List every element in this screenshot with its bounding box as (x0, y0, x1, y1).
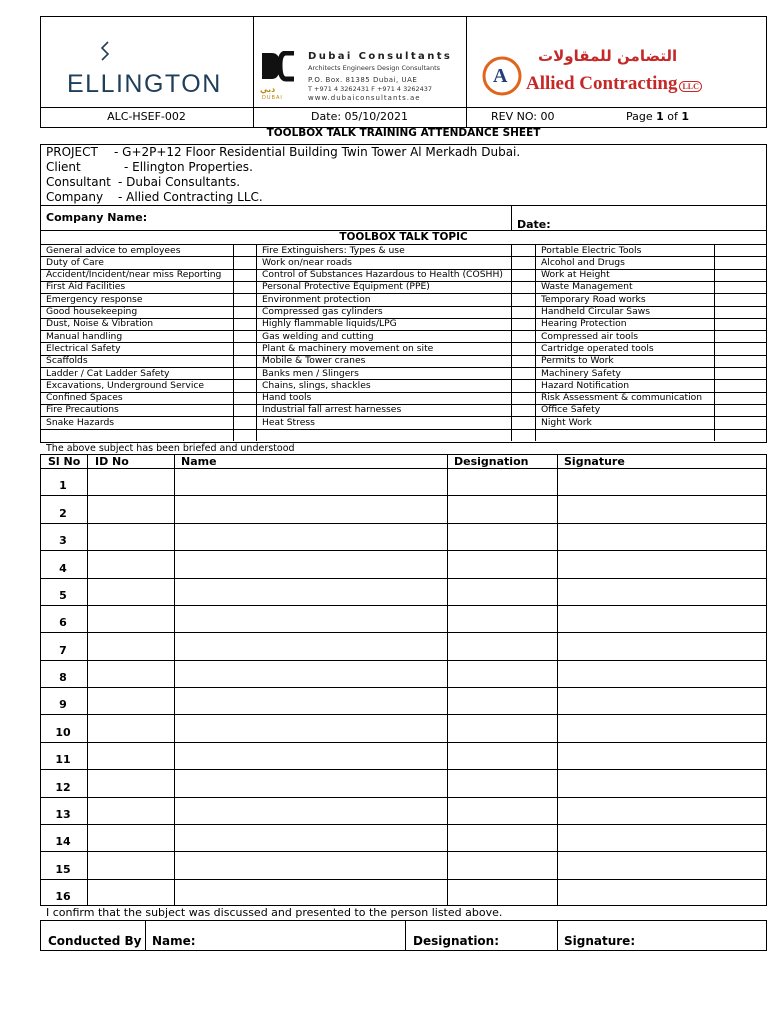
topic-checkbox[interactable] (512, 380, 535, 390)
topic-item: Cartridge operated tools (541, 342, 654, 354)
client-value: - Ellington Properties. (124, 160, 253, 174)
footer-signature-label: Signature: (564, 934, 636, 948)
signature-input[interactable] (558, 633, 766, 658)
topic-checkbox[interactable] (512, 417, 535, 427)
topic-checkbox[interactable] (715, 417, 767, 427)
col-header-designation: Designation (454, 455, 529, 468)
name-input[interactable] (175, 579, 446, 604)
topic-checkbox[interactable] (512, 282, 535, 292)
col-header-slno: Sl No (48, 455, 81, 468)
topic-checkbox[interactable] (715, 270, 767, 280)
page-indicator (626, 110, 689, 123)
signature-input[interactable] (558, 524, 766, 549)
topic-item: First Aid Facilities (46, 281, 126, 293)
topic-checkbox[interactable] (234, 282, 256, 292)
signature-input[interactable] (558, 715, 766, 740)
ellington-mark-icon (62, 38, 212, 64)
designation-input[interactable] (448, 743, 556, 768)
ellington-wordmark: ELLINGTON (67, 70, 222, 98)
id-input[interactable] (88, 579, 173, 604)
topic-item: Hazard Notification (541, 379, 630, 391)
company-name-label: Company Name: (46, 211, 148, 224)
topic-checkbox[interactable] (234, 430, 256, 440)
designation-input[interactable] (448, 852, 556, 877)
topic-row-line (40, 306, 767, 307)
designation-input[interactable] (448, 798, 556, 823)
row-number: 3 (59, 534, 67, 548)
signature-input[interactable] (558, 880, 766, 905)
topic-checkbox[interactable] (512, 257, 535, 267)
date-label: Date: (517, 218, 551, 231)
topic-checkbox[interactable] (715, 294, 767, 304)
ellington-logo (62, 38, 222, 98)
topic-item: Heat Stress (262, 416, 315, 428)
name-input[interactable] (175, 798, 446, 823)
topic-item: Compressed air tools (541, 330, 639, 342)
allied-mark-letter: A (493, 65, 508, 87)
name-input[interactable] (175, 688, 446, 713)
row-number: 12 (55, 780, 71, 794)
designation-input[interactable] (448, 606, 556, 631)
dc-tagline: Architects Engineers Design Consultants (308, 64, 441, 72)
designation-input[interactable] (448, 524, 556, 549)
topic-item: Handheld Circular Saws (541, 306, 651, 317)
topic-checkbox[interactable] (512, 430, 535, 440)
topic-checkbox[interactable] (512, 307, 535, 317)
designation-input[interactable] (448, 551, 556, 576)
client-row (46, 160, 520, 175)
name-input[interactable] (175, 880, 446, 905)
topic-checkbox[interactable] (512, 245, 535, 255)
consultant-row (46, 175, 520, 190)
topic-item: Scaffolds (46, 355, 88, 367)
topic-checkbox[interactable] (715, 257, 767, 267)
briefed-text: The above subject has been briefed and understood (46, 443, 295, 454)
company-label: Company (46, 190, 104, 204)
topic-checkbox[interactable] (512, 405, 535, 415)
designation-input[interactable] (448, 661, 556, 686)
id-input[interactable] (88, 524, 173, 549)
topic-checkbox[interactable] (715, 393, 767, 403)
id-input[interactable] (88, 606, 173, 631)
topic-checkbox[interactable] (715, 331, 767, 341)
designation-input[interactable] (448, 770, 556, 795)
sheet-title: TOOLBOX TALK TRAINING ATTENDANCE SHEET (266, 127, 541, 139)
dc-name: Dubai Consultants (308, 51, 453, 62)
topic-item: Manual handling (46, 330, 123, 342)
topic-checkbox[interactable] (715, 245, 767, 255)
topic-item: Night Work (541, 416, 592, 428)
topic-item: Work on/near roads (262, 256, 352, 268)
topic-item: Accident/Incident/near miss Reporting (46, 269, 222, 281)
row-number: 2 (59, 506, 67, 520)
footer-block (40, 920, 767, 951)
designation-input[interactable] (448, 496, 556, 521)
row-number: 6 (59, 616, 67, 630)
company-name-row (40, 205, 767, 231)
topic-item: Risk Assessment & communication (541, 392, 703, 404)
topic-item: Highly flammable liquids/LPG (262, 318, 397, 330)
topic-item: Compressed gas cylinders (262, 306, 383, 317)
id-input[interactable] (88, 825, 173, 850)
topic-checkbox[interactable] (715, 319, 767, 329)
signature-input[interactable] (558, 579, 766, 604)
project-info-list (46, 145, 520, 205)
rev-no: REV NO: 00 (491, 110, 555, 123)
id-input[interactable] (88, 469, 173, 494)
signature-input[interactable] (558, 743, 766, 768)
company-value: - Allied Contracting LLC. (118, 190, 263, 204)
designation-input[interactable] (448, 469, 556, 494)
row-number: 10 (55, 725, 71, 739)
allied-contracting-logo (478, 45, 763, 105)
topic-checkbox[interactable] (234, 356, 256, 366)
topic-item: Emergency response (46, 293, 143, 305)
topic-item: Fire Extinguishers: Types & use (262, 244, 405, 256)
page-of: of (663, 110, 682, 123)
consultant-label: Consultant (46, 175, 111, 189)
name-input[interactable] (175, 469, 446, 494)
signature-input[interactable] (558, 496, 766, 521)
name-input[interactable] (175, 661, 446, 686)
topic-checkbox[interactable] (512, 368, 535, 378)
designation-input[interactable] (448, 880, 556, 905)
dc-mark-icon (260, 51, 296, 83)
topic-header: TOOLBOX TALK TOPIC (339, 231, 468, 243)
topic-item: Hand tools (262, 392, 312, 404)
row-number: 15 (55, 862, 71, 876)
topic-checkbox[interactable] (715, 380, 767, 390)
topic-item: Permits to Work (541, 355, 614, 367)
dubai-consultants-logo (258, 45, 463, 105)
row-number: 13 (55, 807, 71, 821)
topic-item: Ladder / Cat Ladder Safety (46, 367, 170, 379)
topic-checkbox[interactable] (512, 343, 535, 353)
doc-date: Date: 05/10/2021 (311, 110, 408, 123)
topic-item: Good housekeeping (46, 306, 138, 317)
topic-item: Dust, Noise & Vibration (46, 318, 154, 330)
topic-checkbox[interactable] (234, 380, 256, 390)
topic-checkbox[interactable] (234, 393, 256, 403)
id-input[interactable] (88, 688, 173, 713)
topic-item: Control of Substances Hazardous to Health (COSHH) (262, 269, 503, 281)
name-input[interactable] (175, 606, 446, 631)
topic-checkbox[interactable] (715, 430, 767, 440)
id-input[interactable] (88, 633, 173, 658)
dc-mark-arabic: دبي (260, 85, 276, 94)
signature-input[interactable] (558, 852, 766, 877)
designation-input[interactable] (448, 825, 556, 850)
topic-item: Gas welding and cutting (262, 330, 374, 342)
id-input[interactable] (88, 770, 173, 795)
row-number: 9 (59, 698, 67, 712)
client-label: Client (46, 160, 81, 174)
topic-checkbox[interactable] (234, 294, 256, 304)
topic-item: Environment protection (262, 293, 371, 305)
id-input[interactable] (88, 496, 173, 521)
footer-name-label: Name: (152, 934, 196, 948)
topic-checkbox[interactable] (715, 343, 767, 353)
topic-item: Waste Management (541, 281, 633, 293)
topic-checkbox[interactable] (234, 319, 256, 329)
topic-checkbox[interactable] (234, 343, 256, 353)
designation-input[interactable] (448, 688, 556, 713)
row-number: 7 (59, 643, 67, 657)
topic-checkbox[interactable] (715, 368, 767, 378)
topic-item: Alcohol and Drugs (541, 256, 625, 268)
signature-input[interactable] (558, 825, 766, 850)
id-input[interactable] (88, 551, 173, 576)
topic-checkbox[interactable] (715, 405, 767, 415)
name-input[interactable] (175, 852, 446, 877)
designation-input[interactable] (448, 579, 556, 604)
allied-name (526, 73, 702, 95)
topic-checkbox[interactable] (512, 331, 535, 341)
row-number: 4 (59, 561, 67, 575)
topic-item: Confined Spaces (46, 392, 123, 404)
topic-item: Banks men / Slingers (262, 367, 359, 379)
topic-item: Duty of Care (46, 256, 104, 268)
topic-checkbox[interactable] (234, 257, 256, 267)
allied-arabic: التضامن للمقاولات (538, 47, 678, 65)
allied-llc: LLC (679, 81, 701, 92)
topic-row-line (40, 429, 767, 430)
topic-checkbox[interactable] (234, 307, 256, 317)
row-number: 16 (55, 890, 71, 903)
name-input[interactable] (175, 715, 446, 740)
project-label: PROJECT (46, 145, 98, 159)
confirm-text: I confirm that the subject was discussed and presented to the person listed above. (46, 906, 503, 919)
topic-item: Mobile & Tower cranes (262, 355, 366, 367)
col-header-name: Name (181, 455, 217, 468)
topic-item: Temporary Road works (541, 293, 646, 305)
footer-divider (557, 920, 558, 951)
name-input[interactable] (175, 633, 446, 658)
topic-item: Electrical Safety (46, 342, 121, 354)
dc-phone: T +971 4 3262431 F +971 4 3262437 (308, 85, 433, 93)
consultant-value: - Dubai Consultants. (118, 175, 241, 189)
project-value: - G+2P+12 Floor Residential Building Twin Tower Al Merkadh Dubai. (114, 145, 521, 159)
topic-item: Snake Hazards (46, 416, 115, 428)
footer-divider (145, 920, 146, 951)
signature-input[interactable] (558, 688, 766, 713)
name-input[interactable] (175, 743, 446, 768)
id-input[interactable] (88, 661, 173, 686)
doc-code: ALC-HSEF-002 (107, 110, 186, 123)
topic-checkbox[interactable] (234, 331, 256, 341)
name-input[interactable] (175, 496, 446, 521)
id-input[interactable] (88, 743, 173, 768)
topic-checkbox[interactable] (234, 417, 256, 427)
topic-item: Machinery Safety (541, 367, 621, 379)
name-input[interactable] (175, 524, 446, 549)
topic-checkbox[interactable] (512, 270, 535, 280)
topic-checkbox[interactable] (715, 282, 767, 292)
topic-checkbox[interactable] (715, 356, 767, 366)
signature-input[interactable] (558, 551, 766, 576)
company-row (46, 190, 520, 205)
topic-checkbox[interactable] (234, 245, 256, 255)
designation-input[interactable] (448, 633, 556, 658)
topic-row-line (40, 416, 767, 417)
signature-input[interactable] (558, 798, 766, 823)
topic-item: Industrial fall arrest harnesses (262, 404, 402, 416)
topic-checkbox[interactable] (512, 356, 535, 366)
name-input[interactable] (175, 770, 446, 795)
name-input[interactable] (175, 551, 446, 576)
topic-item: Personal Protective Equipment (PPE) (262, 281, 430, 293)
topic-checkbox[interactable] (512, 294, 535, 304)
signature-input[interactable] (558, 469, 766, 494)
signature-input[interactable] (558, 770, 766, 795)
dc-mark-sub: DUBAI (262, 95, 283, 101)
footer-divider (405, 920, 406, 951)
topic-item: Hearing Protection (541, 318, 627, 330)
id-input[interactable] (88, 715, 173, 740)
conducted-by-label: Conducted By (48, 934, 142, 948)
col-header-signature: Signature (564, 455, 625, 468)
topic-item: Chains, slings, shackles (262, 379, 371, 391)
col-header-idno: ID No (95, 455, 129, 468)
signature-input[interactable] (558, 661, 766, 686)
topic-item: Office Safety (541, 404, 601, 416)
name-input[interactable] (175, 825, 446, 850)
topic-item: Portable Electric Tools (541, 244, 642, 256)
topic-item: General advice to employees (46, 244, 181, 256)
signature-input[interactable] (558, 606, 766, 631)
company-date-divider (511, 205, 512, 231)
topic-item: Work at Height (541, 269, 610, 281)
row-number: 1 (59, 479, 67, 493)
row-number: 5 (59, 588, 67, 602)
project-row (46, 145, 520, 160)
row-number: 8 (59, 671, 67, 684)
page-prefix: Page (626, 110, 657, 123)
id-input[interactable] (88, 798, 173, 823)
topic-checkbox[interactable] (715, 307, 767, 317)
page-total: 1 (681, 110, 690, 123)
topic-item: Plant & machinery movement on site (262, 342, 434, 354)
id-input[interactable] (88, 852, 173, 877)
topic-item: Fire Precautions (46, 404, 119, 416)
topic-table (40, 230, 767, 443)
row-number: 11 (55, 753, 71, 767)
row-number: 14 (55, 835, 71, 849)
dc-web: www.dubaiconsultants.ae (308, 94, 421, 102)
designation-input[interactable] (448, 715, 556, 740)
id-input[interactable] (88, 880, 173, 905)
topic-checkbox[interactable] (234, 368, 256, 378)
topic-checkbox[interactable] (512, 393, 535, 403)
topic-item: Excavations, Underground Service (46, 379, 205, 391)
topic-checkbox[interactable] (234, 405, 256, 415)
dc-address: P.O. Box. 81385 Dubai, UAE (308, 76, 418, 84)
allied-name-text: Allied Contracting (526, 73, 678, 94)
topic-checkbox[interactable] (512, 319, 535, 329)
page-num: 1 (656, 110, 664, 123)
topic-checkbox[interactable] (234, 270, 256, 280)
footer-designation-label: Designation: (413, 934, 500, 948)
